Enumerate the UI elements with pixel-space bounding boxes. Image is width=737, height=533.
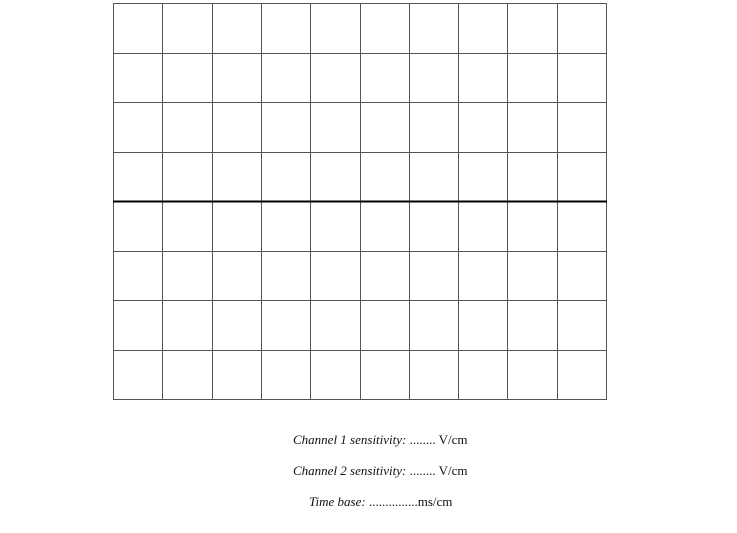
channel-2-sensitivity-blank: ........ — [409, 463, 436, 478]
channel-2-sensitivity-label: Channel 2 sensitivity: — [293, 463, 407, 478]
time-base-label: Time base: — [309, 494, 366, 509]
channel-2-sensitivity-unit: V/cm — [438, 463, 468, 478]
time-base-unit: ms/cm — [417, 494, 453, 509]
time-base-blank: ............... — [368, 494, 418, 509]
channel-1-sensitivity-line — [0, 432, 737, 448]
channel-1-sensitivity-label: Channel 1 sensitivity: — [293, 432, 407, 447]
channel-1-sensitivity-unit: V/cm — [438, 432, 468, 447]
time-base-line — [0, 494, 737, 510]
channel-1-sensitivity-blank: ........ — [409, 432, 436, 447]
channel-2-sensitivity-line — [0, 463, 737, 479]
